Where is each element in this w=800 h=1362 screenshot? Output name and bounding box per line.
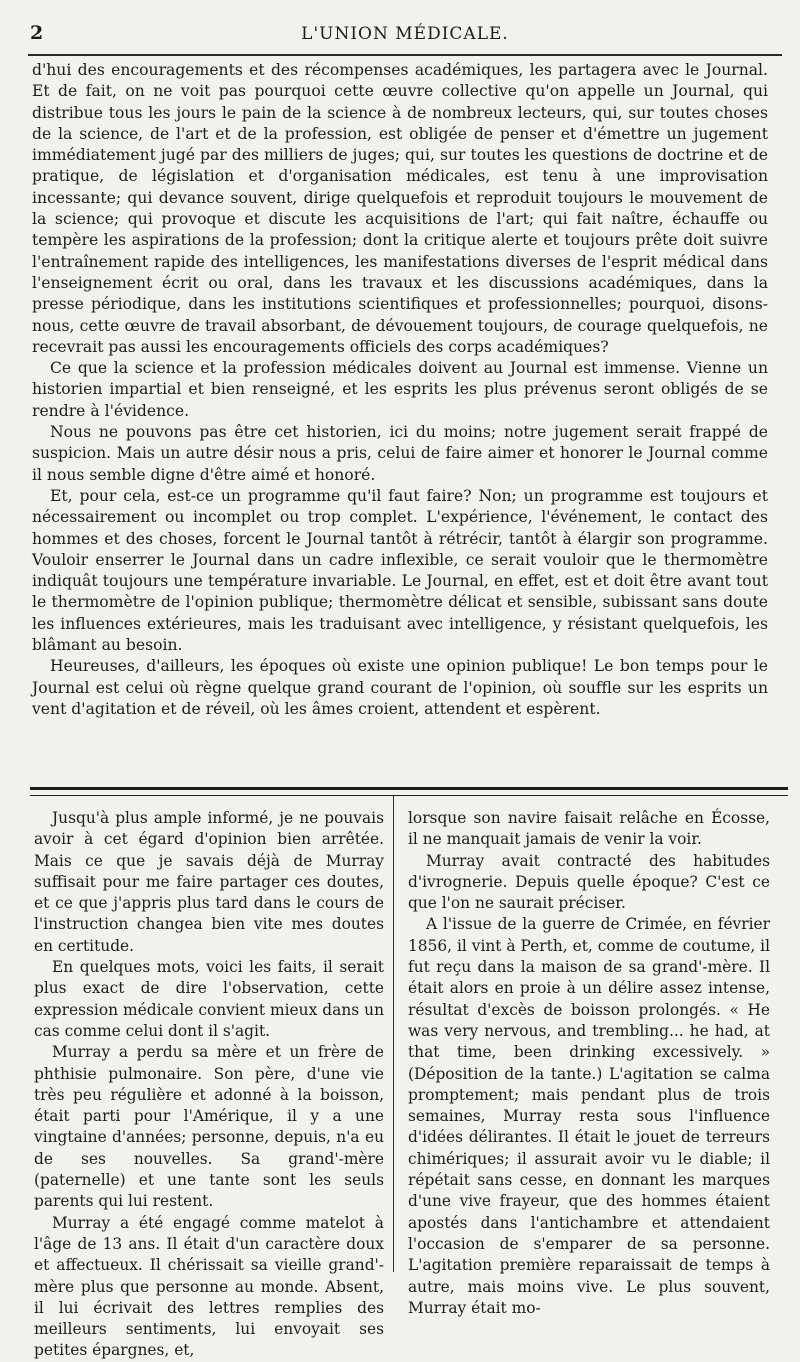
column-paragraph: A l'issue de la guerre de Crimée, en février 1856, il vint à Perth, et, comme de coutume, il fut reçu dans la maison de sa grand'-mère. Il était alors en proie à un délire assez intense, résultat d'excès de boisson prolongés. « He was very nervous, and trembling... he had, at that time, been drinking excessively. » (Déposition de la tante.) L'agitation se calma promptement; mais pendant plus de trois semaines, Murray resta sous l'influence d'idées délirantes. Il était le jouet de terreurs chimériques; il assurait avoir vu le diable; il répétait sans cesse, en donnant les marques d'une vive frayeur, que des hommes étaient apostés dans l'antichambre et attendaient l'occasion de s'emparer de sa personne. L'agitation première reparaissait de temps à autre, mais moins vive. Le plus souvent, Murray était mo- [408, 915, 770, 1317]
main-paragraph: Nous ne pouvons pas être cet historien, ici du moins; notre jugement serait frappé de suspicion. Mais un autre désir nous a pris, celui de faire aimer et honorer le Journal comme il nous semble digne d'être aimé et honoré. [32, 423, 768, 484]
main-paragraph: d'hui des encouragements et des récompenses académiques, les partagera avec le Journal. Et de fait, on ne voit pas pourquoi cette œuvre collective qu'on appelle un Journal, qui distribue tous les jours le pain de la science à de nombreux lecteurs, qui, sur toutes choses de la science, de l'art et de la profession, est obligée de penser et d'émettre un jugement immédiatement jugé par des milliers de juges; qui, sur toutes les questions de doctrine et de pratique, de législation et d'organisation médicales, est tenu à une improvisation incessante; qui devance souvent, dirige quelquefois et reproduit toujours le mouvement de la science; qui provoque et discute les acquisitions de l'art; qui fait naître, échauffe ou tempère les aspirations de la profession; dont la critique alerte et toujours prête doit suivre l'entraînement rapide des intelligences, les manifestations diverses de l'esprit médical dans l'enseignement écrit ou oral, dans les travaux et les discussions académiques, dans la presse périodique, dans les institutions scientifiques et professionnelles; pourquoi, disons-nous, cette œuvre de travail absorbant, de dévouement toujours, de courage quelquefois, ne recevrait pas aussi les encouragements officiels des corps académiques? [32, 61, 768, 356]
column-paragraph: En quelques mots, voici les faits, il serait plus exact de dire l'observation, cette expression médicale convient mieux dans un cas comme celui dont il s'agit. [34, 958, 384, 1040]
feuilleton-left-column [34, 808, 384, 1362]
page-header [30, 18, 780, 48]
header-rule [28, 54, 782, 56]
column-paragraph: Murray avait contracté des habitudes d'ivrognerie. Depuis quelle époque? C'est ce que l'on ne saurait préciser. [408, 851, 770, 913]
column-paragraph: Murray a perdu sa mère et un frère de phthisie pulmonaire. Son père, d'une vie très peu régulière et adonné à la boisson, était parti pour l'Amérique, il y a une vingtaine d'années; personne, depuis, n'a eu de ses nouvelles. Sa grand'-mère (paternelle) et une tante sont les seuls parents qui lui restent. [34, 1043, 384, 1211]
main-paragraph: Ce que la science et la profession médicales doivent au Journal est immense. Vienne un historien impartial et bien renseigné, et les esprits les plus prévenus seront obligés de se rendre à l'évidence. [32, 359, 768, 420]
column-paragraph: Jusqu'à plus ample informé, je ne pouvais avoir à cet égard d'opinion bien arrêtée. Mais ce que je savais déjà de Murray suffisait pour me faire partager ces doutes, et ce que j'appris plus tard dans le cours de l'instruction changea bien vite mes doutes en certitude. [34, 809, 384, 955]
running-head-title: L'UNION MÉDICALE. [301, 24, 509, 44]
column-paragraph: Murray a été engagé comme matelot à l'âge de 13 ans. Il était d'un caractère doux et affectueux. Il chérissait sa vieille grand'-mère plus que personne au monde. Absent, il lui écrivait des lettres remplies des meilleurs sentiments, lui envoyait ses petites épargnes, et, [34, 1213, 384, 1360]
column-divider [393, 796, 394, 1272]
main-article [32, 60, 768, 720]
feuilleton-right-column [408, 808, 770, 1319]
section-divider [30, 787, 788, 796]
column-paragraph: lorsque son navire faisait relâche en Écosse, il ne manquait jamais de venir la voir. [408, 809, 770, 849]
page-number: 2 [30, 22, 44, 44]
main-paragraph: Heureuses, d'ailleurs, les époques où existe une opinion publique! Le bon temps pour le Journal est celui où règne quelque grand courant de l'opinion, où souffle sur les esprits un vent d'agitation et de réveil, où les âmes croient, attendent et espèrent. [32, 657, 768, 718]
main-paragraph: Et, pour cela, est-ce un programme qu'il faut faire? Non; un programme est toujours et nécessairement ou incomplet ou trop complet. L'expérience, l'événement, le contact des hommes et des choses, forcent le Journal tantôt à rétrécir, tantôt à élargir son programme. Vouloir enserrer le Journal dans un cadre inflexible, ce serait vouloir que le thermomètre indiquât toujours une température invariable. Le Journal, en effet, est et doit être avant tout le thermomètre de l'opinion publique; thermomètre délicat et sensible, subissant sans doute les influences extérieures, mais les traduisant avec intelligence, y résistant quelquefois, les blâmant au besoin. [32, 486, 768, 655]
